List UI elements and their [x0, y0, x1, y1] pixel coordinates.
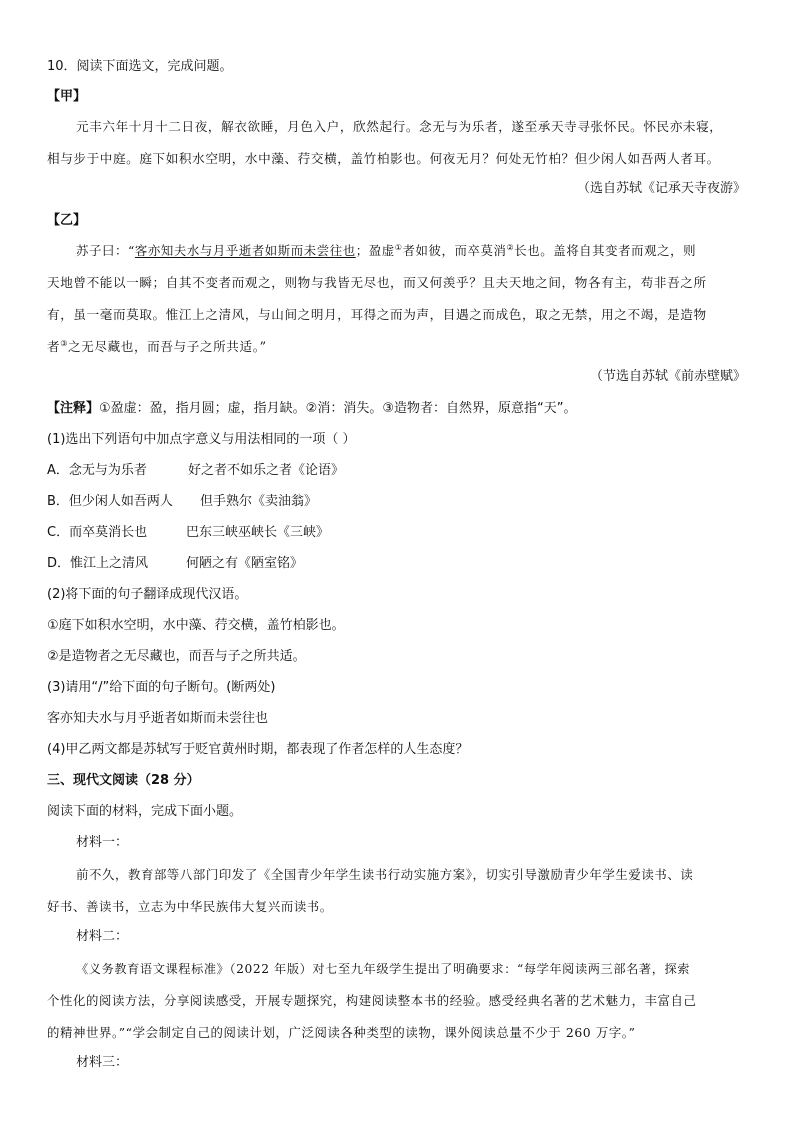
material-1-label: 材料一：: [76, 835, 129, 850]
material-1-line-2: 好书、善读书，立志为中华民族伟大复兴而读书。: [47, 899, 333, 914]
material-3-label: 材料三：: [76, 1055, 129, 1070]
material-2-line-3: 的精神世界。”“学会制定自己的阅读计划，广泛阅读各种类型的读物，课外阅读总量不少于 260 万字。”: [47, 1025, 636, 1040]
section-3-intro: 阅读下面的材料，完成下面小题。: [47, 804, 243, 819]
option-c-left: C．而卒莫消长也: [47, 525, 148, 540]
yi-text: ；盈虚: [355, 243, 395, 258]
option-c-right: 巴东三峡巫峡长《三峡》: [186, 525, 330, 540]
yi-text: 长也。盖将自其变者而观之，则: [514, 243, 697, 258]
section-3-heading: 三、现代文阅读（28 分）: [47, 773, 200, 788]
yi-text: 之无尽藏也，而吾与子之所共适。”: [67, 339, 267, 354]
subquestion-1: (1)选出下列语句中加点字意义与用法相同的一项（ ）: [47, 432, 356, 447]
passage-yi-line-3: 有，虽一毫而莫取。惟江上之清风，与山间之明月，耳得之而为声，目遇之而成色，取之无禁，用之不竭，是造物: [47, 307, 707, 322]
passage-jia-line-1: 元丰六年十月十二日夜，解衣欲睡，月色入户，欣然起行。念无与为乐者，遂至承天寺寻张怀民。怀民亦未寝，: [76, 119, 723, 134]
option-d-left: D．惟江上之清风: [47, 556, 149, 571]
option-a-right: 好之者不如乐之者《论语》: [188, 463, 345, 478]
note-marker-2: ②: [506, 242, 515, 252]
material-2-label: 材料二：: [76, 929, 129, 944]
yi-text: 者: [47, 339, 61, 354]
yi-underlined-sentence: 客亦知夫水与月乎逝者如斯而未尝往也: [134, 243, 356, 258]
subquestion-2-sentence-1: ①庭下如积水空明，水中藻、荇交横，盖竹柏影也。: [47, 618, 345, 633]
passage-yi-label: 【乙】: [47, 213, 87, 228]
option-a-left: A．念无与为乐者: [47, 463, 147, 478]
passage-jia-source: （选自苏轼《记承天寺夜游》: [576, 181, 746, 196]
notes-text: ①盈虚：盈，指月圆；虚，指月缺。②消：消失。③造物者：自然界，原意指“天”。: [99, 401, 577, 416]
yi-quote-open: 苏子曰：“: [76, 243, 135, 258]
option-b-right: 但手熟尔《卖油翁》: [200, 494, 318, 509]
subquestion-2-sentence-2: ②是造物者之无尽藏也，而吾与子之所共适。: [47, 649, 306, 664]
subquestion-2: (2)将下面的句子翻译成现代汉语。: [47, 587, 248, 602]
passage-yi-line-1: [76, 242, 696, 260]
option-b-left: B．但少闲人如吾两人: [47, 494, 173, 509]
note-marker-3: ③: [60, 338, 68, 348]
notes: [47, 400, 576, 418]
passage-yi-source: （节选自苏轼《前赤壁赋》: [589, 369, 746, 384]
material-2-line-1: 《义务教育语文课程标准》（2022 年版）对七至九年级学生提出了明确要求：“每学年阅读两三部名著，探索: [76, 962, 691, 976]
option-d-right: 何陋之有《陋室铭》: [186, 556, 304, 571]
passage-jia-label: 【甲】: [47, 89, 87, 104]
material-2-line-2: 个性化的阅读方法，分享阅读感受，开展专题探究，构建阅读整本书的经验。感受经典名著的艺术魅力，丰富自己: [47, 993, 697, 1008]
notes-label: 【注释】: [47, 401, 100, 416]
passage-jia-line-2: 相与步于中庭。庭下如积水空明，水中藻、荇交横，盖竹柏影也。何夜无月？何处无竹柏？但少闲人如吾两人者耳。: [47, 151, 720, 166]
subquestion-3-sentence: 客亦知夫水与月乎逝者如斯而未尝往也: [47, 711, 269, 726]
passage-yi-line-2: 天地曾不能以一瞬；自其不变者而观之，则物与我皆无尽也，而又何羡乎？且夫天地之间，物各有主，苟非吾之所: [47, 275, 707, 290]
subquestion-4: (4)甲乙两文都是苏轼写于贬官黄州时期，都表现了作者怎样的人生态度？: [47, 742, 469, 757]
yi-text: 者如彼，而卒莫消: [402, 243, 507, 258]
question-10-title: 10．阅读下面选文，完成问题。: [47, 59, 233, 74]
passage-yi-line-4: [47, 338, 267, 356]
note-marker-1: ①: [394, 242, 403, 252]
subquestion-3: (3)请用“/”给下面的句子断句。(断两处): [47, 680, 276, 695]
material-1-line-1: 前不久，教育部等八部门印发了《全国青少年学生读书行动实施方案》，切实引导激励青少年学生爱读书、读: [76, 867, 694, 882]
